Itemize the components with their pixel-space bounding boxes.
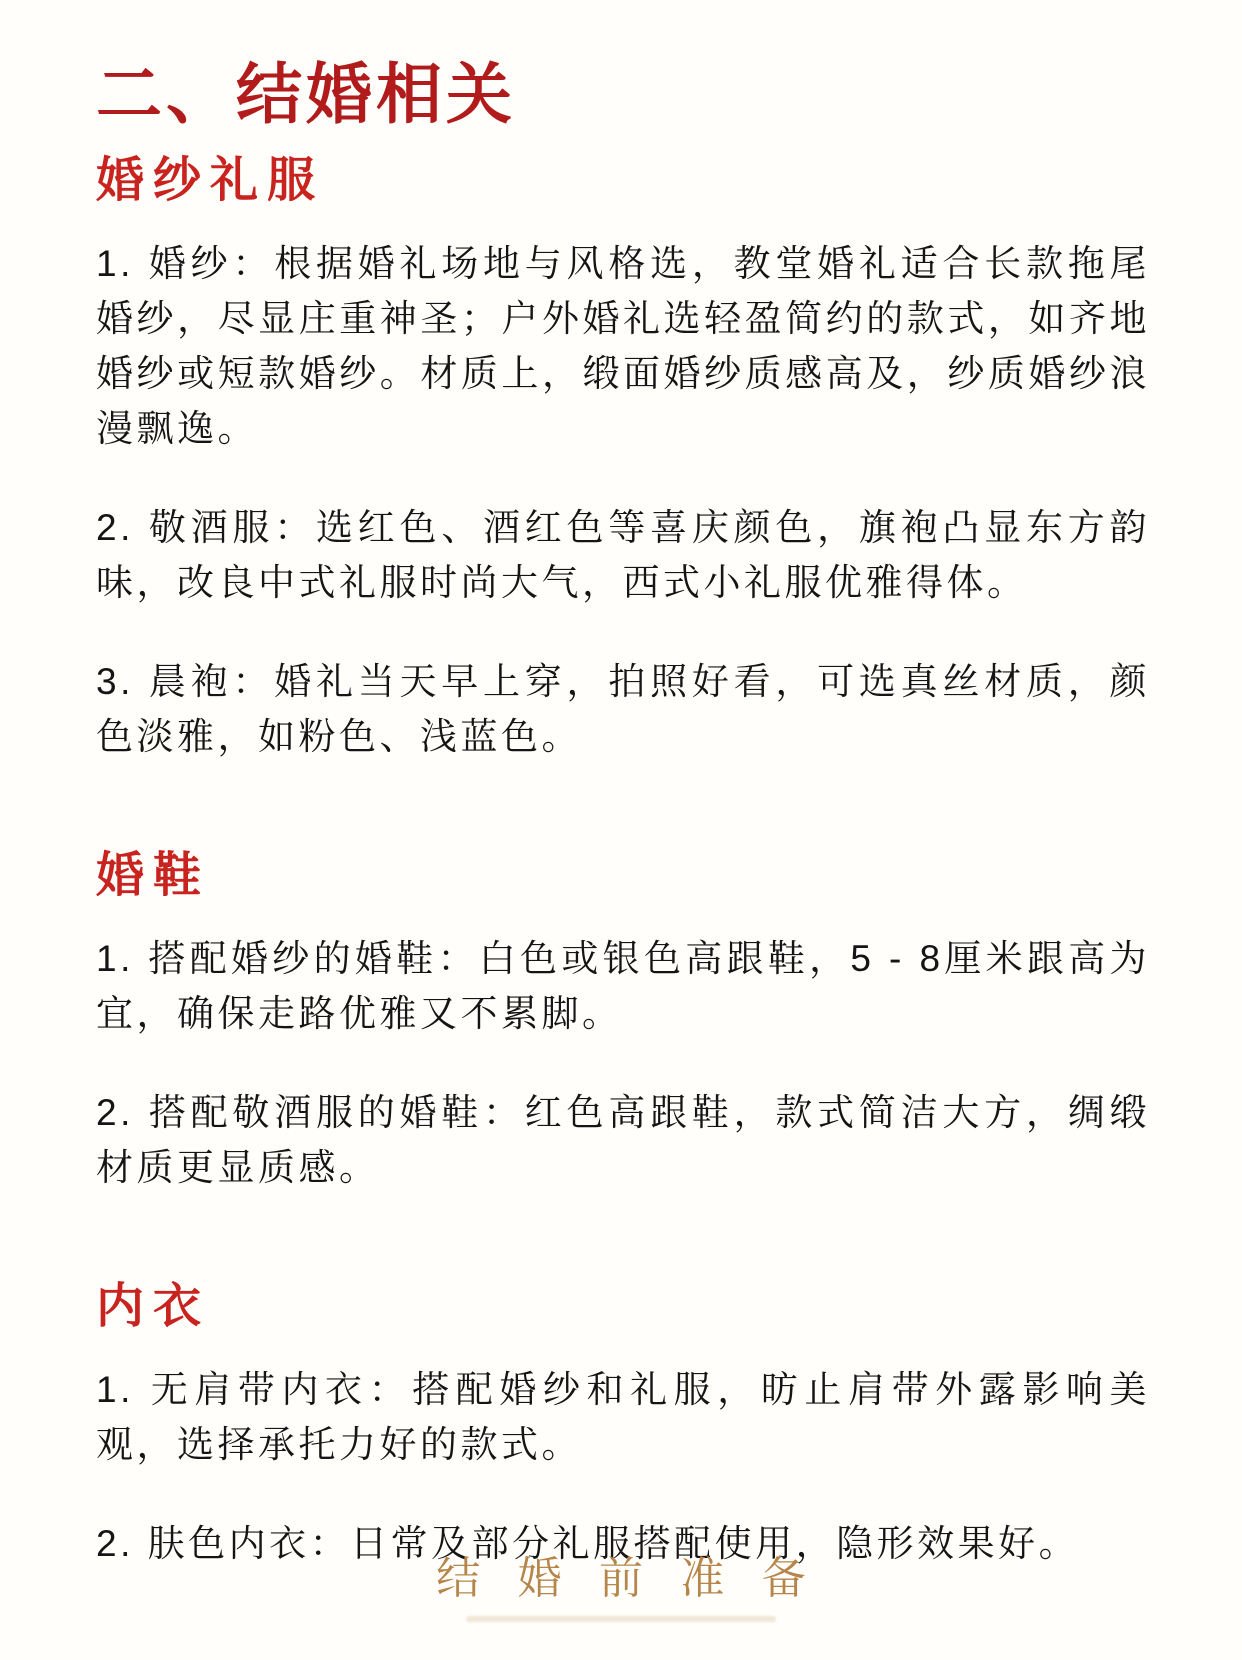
section-heading-underwear: 内衣 [96,1279,211,1333]
paragraph-underwear-1: 1. 无肩带内衣：搭配婚纱和礼服，昉止肩带外露影响美观，选择承托力好的款式。 [96,1368,1150,1465]
section-wedding-dress [96,141,1150,764]
footer-underline-smudge [466,1616,776,1622]
paragraph-underwear-2: 2. 肤色内衣：日常及部分礼服搭配使用，隐形效果好。 [96,1522,1080,1564]
section-wedding-shoes [96,836,1150,1195]
section-heading-wedding-dress: 婚纱礼服 [96,153,325,207]
section-underwear [96,1267,1150,1571]
page-footer [0,1542,1242,1622]
paragraph-wedding-shoes-2: 2. 搭配敬酒服的婚鞋：红色高跟鞋，款式简洁大方，绸缎材质更显质感。 [96,1091,1150,1188]
paragraph-wedding-dress-3: 3. 晨袍：婚礼当天早上穿，拍照好看，可选真丝材质，颜色淡雅，如粉色、浅蓝色。 [96,660,1150,757]
paragraph-wedding-shoes-1: 1. 搭配婚纱的婚鞋：白色或银色高跟鞋，5 - 8厘米跟高为宜，确保走路优雅又不累脚。 [96,937,1150,1034]
paragraph-wedding-dress-1: 1. 婚纱：根据婚礼场地与风格选，教堂婚礼适合长款拖尾婚纱，尽显庄重神圣；户外婚礼选轻盈简约的款式，如齐地婚纱或短款婚纱。材质上，缎面婚纱质感高及，纱质婚纱浪漫飘逸。 [96,242,1150,449]
section-heading-wedding-shoes: 婚鞋 [96,848,211,902]
paragraph-wedding-dress-2: 2. 敬酒服：选红色、酒红色等喜庆颜色，旗袍凸显东方韵味，改良中式礼服时尚大气，西式小礼服优雅得体。 [96,506,1150,603]
page-title: 二、结婚相关 [96,57,516,131]
footer-title: 结婚前准备 [436,1554,844,1603]
